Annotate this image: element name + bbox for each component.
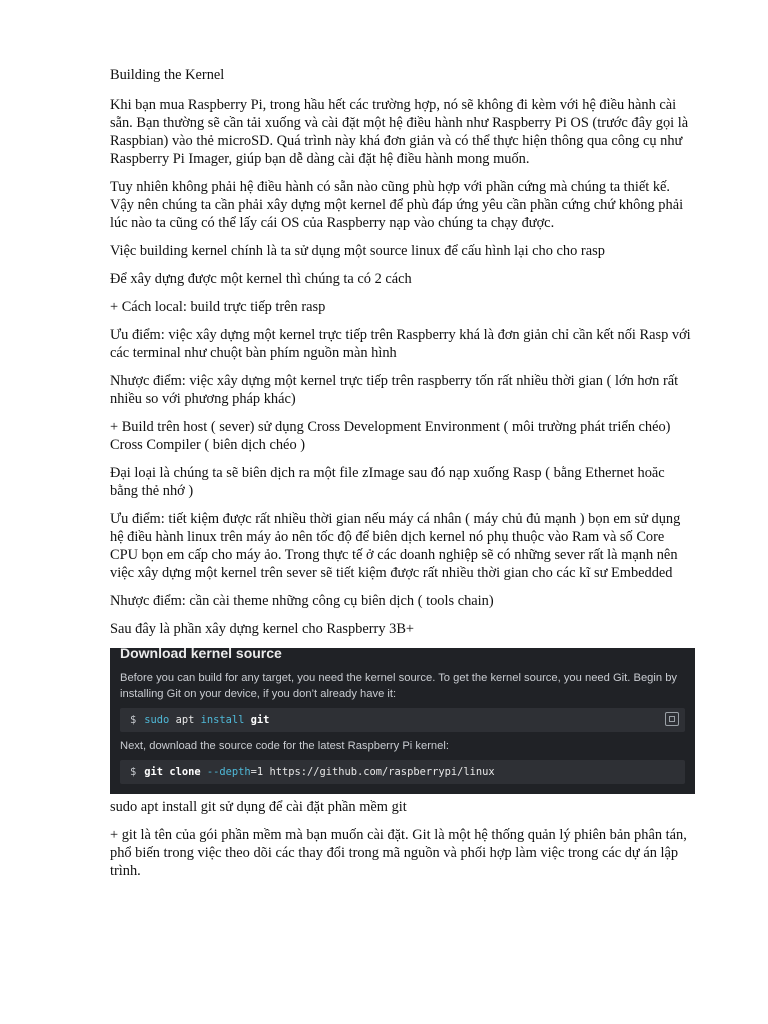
code-token: git: [250, 714, 270, 726]
embedded-screenshot: [110, 648, 695, 794]
code-line-install: [120, 708, 685, 732]
screenshot-middle: Next, download the source code for the latest Raspberry Pi kernel:: [120, 740, 449, 752]
paragraph: Tuy nhiên không phải hệ điều hành có sẵn nào cũng phù hợp với phần cứng mà chúng ta thiết kế. Vậy nên chúng ta cần phải xây dựng một kernel để phù đáp ứng yêu cần phần cứng chứ không phải lúc nào ta cũng có thể lấy cái OS của Raspberry nạp vào chúng ta chạy được.: [110, 179, 684, 231]
document-body: [110, 66, 695, 890]
code-token: https://github.com/raspberrypi/linux: [269, 766, 495, 778]
copy-icon[interactable]: [665, 712, 679, 726]
paragraph: Ưu điểm: tiết kiệm được rất nhiều thời gian nếu máy cá nhân ( máy chủ đủ mạnh ) bọn em sử dụng hệ điều hành linux trên máy ảo nên tốc độ để biên dịch kernel nó phụ thuộc vào Ram và số Core CPU bọn em cấp cho máy ảo. Trong thực tế ở các doanh nghiệp sẽ có những sever rất là mạnh nên việc xây dựng một kernel trên sever sẽ tiết kiệm được rất nhiều thời gian cho các kĩ sư Embedded: [110, 511, 681, 581]
code-token: =1: [250, 766, 264, 778]
paragraph: Đại loại là chúng ta sẽ biên dịch ra một file zImage sau đó nạp xuống Rasp ( bằng Ethernet hoăc bằng thẻ nhớ ): [110, 465, 665, 499]
code-token: clone: [169, 766, 201, 778]
paragraph: + Cách local: build trực tiếp trên rasp: [110, 299, 326, 315]
screenshot-intro: Before you can build for any target, you need the kernel source. To get the kernel source, you need Git. Begin by installing Git on your device, if you don’t already have it:: [120, 672, 678, 700]
paragraph: + Build trên host ( sever) sử dụng Cross Development Environment ( môi trường phát triển chéo) Cross Compiler ( biên dịch chéo ): [110, 419, 671, 453]
paragraph: Khi bạn mua Raspberry Pi, trong hầu hết các trường hợp, nó sẽ không đi kèm với hệ điều hành cài sẵn. Bạn thường sẽ cần tải xuống và cài đặt một hệ điều hành như Raspberry Pi OS (trước đây gọi là Raspbian) vào thẻ microSD. Quá trình này khá đơn giản và có thể thực hiện thông qua công cụ như Raspberry Pi Imager, giúp bạn dễ dàng cài đặt hệ điều hành mong muốn.: [110, 97, 689, 167]
code-token: apt: [175, 714, 195, 726]
paragraph: + git là tên của gói phần mềm mà bạn muốn cài đặt. Git là một hệ thống quản lý phiên bản phân tán, phổ biến trong việc theo dõi các thay đổi trong mã nguồn và phối hợp làm việc trong các dự án lập trình.: [110, 827, 687, 879]
paragraph: Nhược điểm: việc xây dựng một kernel trực tiếp trên raspberry tốn rất nhiều thời gian ( lớn hơn rất nhiều so với phương pháp khác): [110, 373, 679, 407]
prompt: $: [130, 714, 137, 726]
paragraph: Ưu điểm: việc xây dựng một kernel trực tiếp trên Raspberry khá là đơn giản chỉ cần kết nối Rasp với các terminal như chuột bàn phím nguồn màn hình: [110, 327, 691, 361]
code-token: git: [144, 766, 164, 778]
document-title: Building the Kernel: [110, 67, 225, 83]
paragraph: sudo apt install git sử dụng để cài đặt phần mềm git: [110, 799, 407, 815]
screenshot-heading: Download kernel source: [120, 648, 282, 661]
code-token: --depth: [206, 766, 251, 778]
paragraph: Sau đây là phần xây dựng kernel cho Raspberry 3B+: [110, 621, 415, 637]
code-token: sudo: [144, 714, 170, 726]
paragraph: Nhược điểm: cần cài theme những công cụ biên dịch ( tools chain): [110, 593, 494, 609]
paragraph: Để xây dựng được một kernel thì chúng ta có 2 cách: [110, 271, 412, 287]
paragraph: Việc building kernel chính là ta sử dụng một source linux để cấu hình lại cho cho rasp: [110, 243, 605, 259]
code-line-clone: [120, 760, 685, 784]
prompt: $: [130, 766, 137, 778]
code-token: install: [200, 714, 245, 726]
